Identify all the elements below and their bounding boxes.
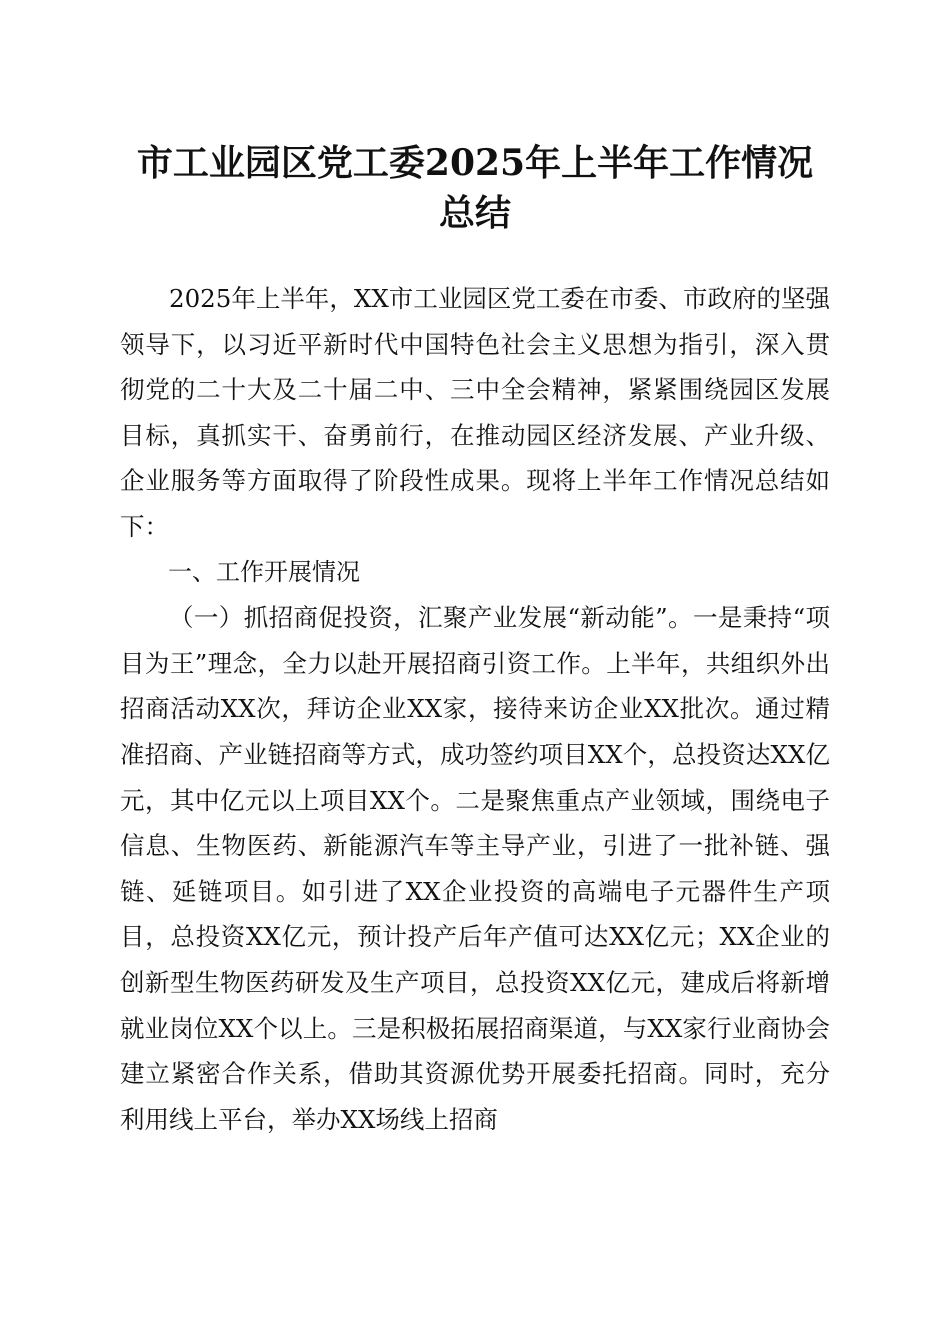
- intro-paragraph: 2025年上半年，XX市工业园区党工委在市委、市政府的坚强领导下，以习近平新时代中国特色社会主义思想为指引，深入贯彻党的二十大及二十届二中、三中全会精神，紧紧围绕园区发展目标，真抓实干、奋勇前行，在推动园区经济发展、产业升级、企业服务等方面取得了阶段性成果。现将上半年工作情况总结如下：: [120, 284, 830, 541]
- document-title: 市工业园区党工委2025年上半年工作情况总结: [136, 142, 814, 234]
- section-heading: 一、工作开展情况: [168, 557, 360, 586]
- section-paragraph: （一）抓招商促投资，汇聚产业发展“新动能”。一是秉持“项目为王”理念，全力以赴开展招商引资工作。上半年，共组织外出招商活动XX次，拜访企业XX家，接待来访企业XX批次。通过精准招商、产业链招商等方式，成功签约项目XX个，总投资达XX亿元，其中亿元以上项目XX个。二是聚焦重点产业领域，围绕电子信息、生物医药、新能源汽车等主导产业，引进了一批补链、强链、延链项目。如引进了XX企业投资的高端电子元器件生产项目，总投资XX亿元，预计投产后年产值可达XX亿元；XX企业的创新型生物医药研发及生产项目，总投资XX亿元，建成后将新增就业岗位XX个以上。三是积极拓展招商渠道，与XX家行业商协会建立紧密合作关系，借助其资源优势开展委托招商。同时，充分利用线上平台，举办XX场线上招商: [120, 603, 830, 1134]
- document-body: [120, 276, 830, 1142]
